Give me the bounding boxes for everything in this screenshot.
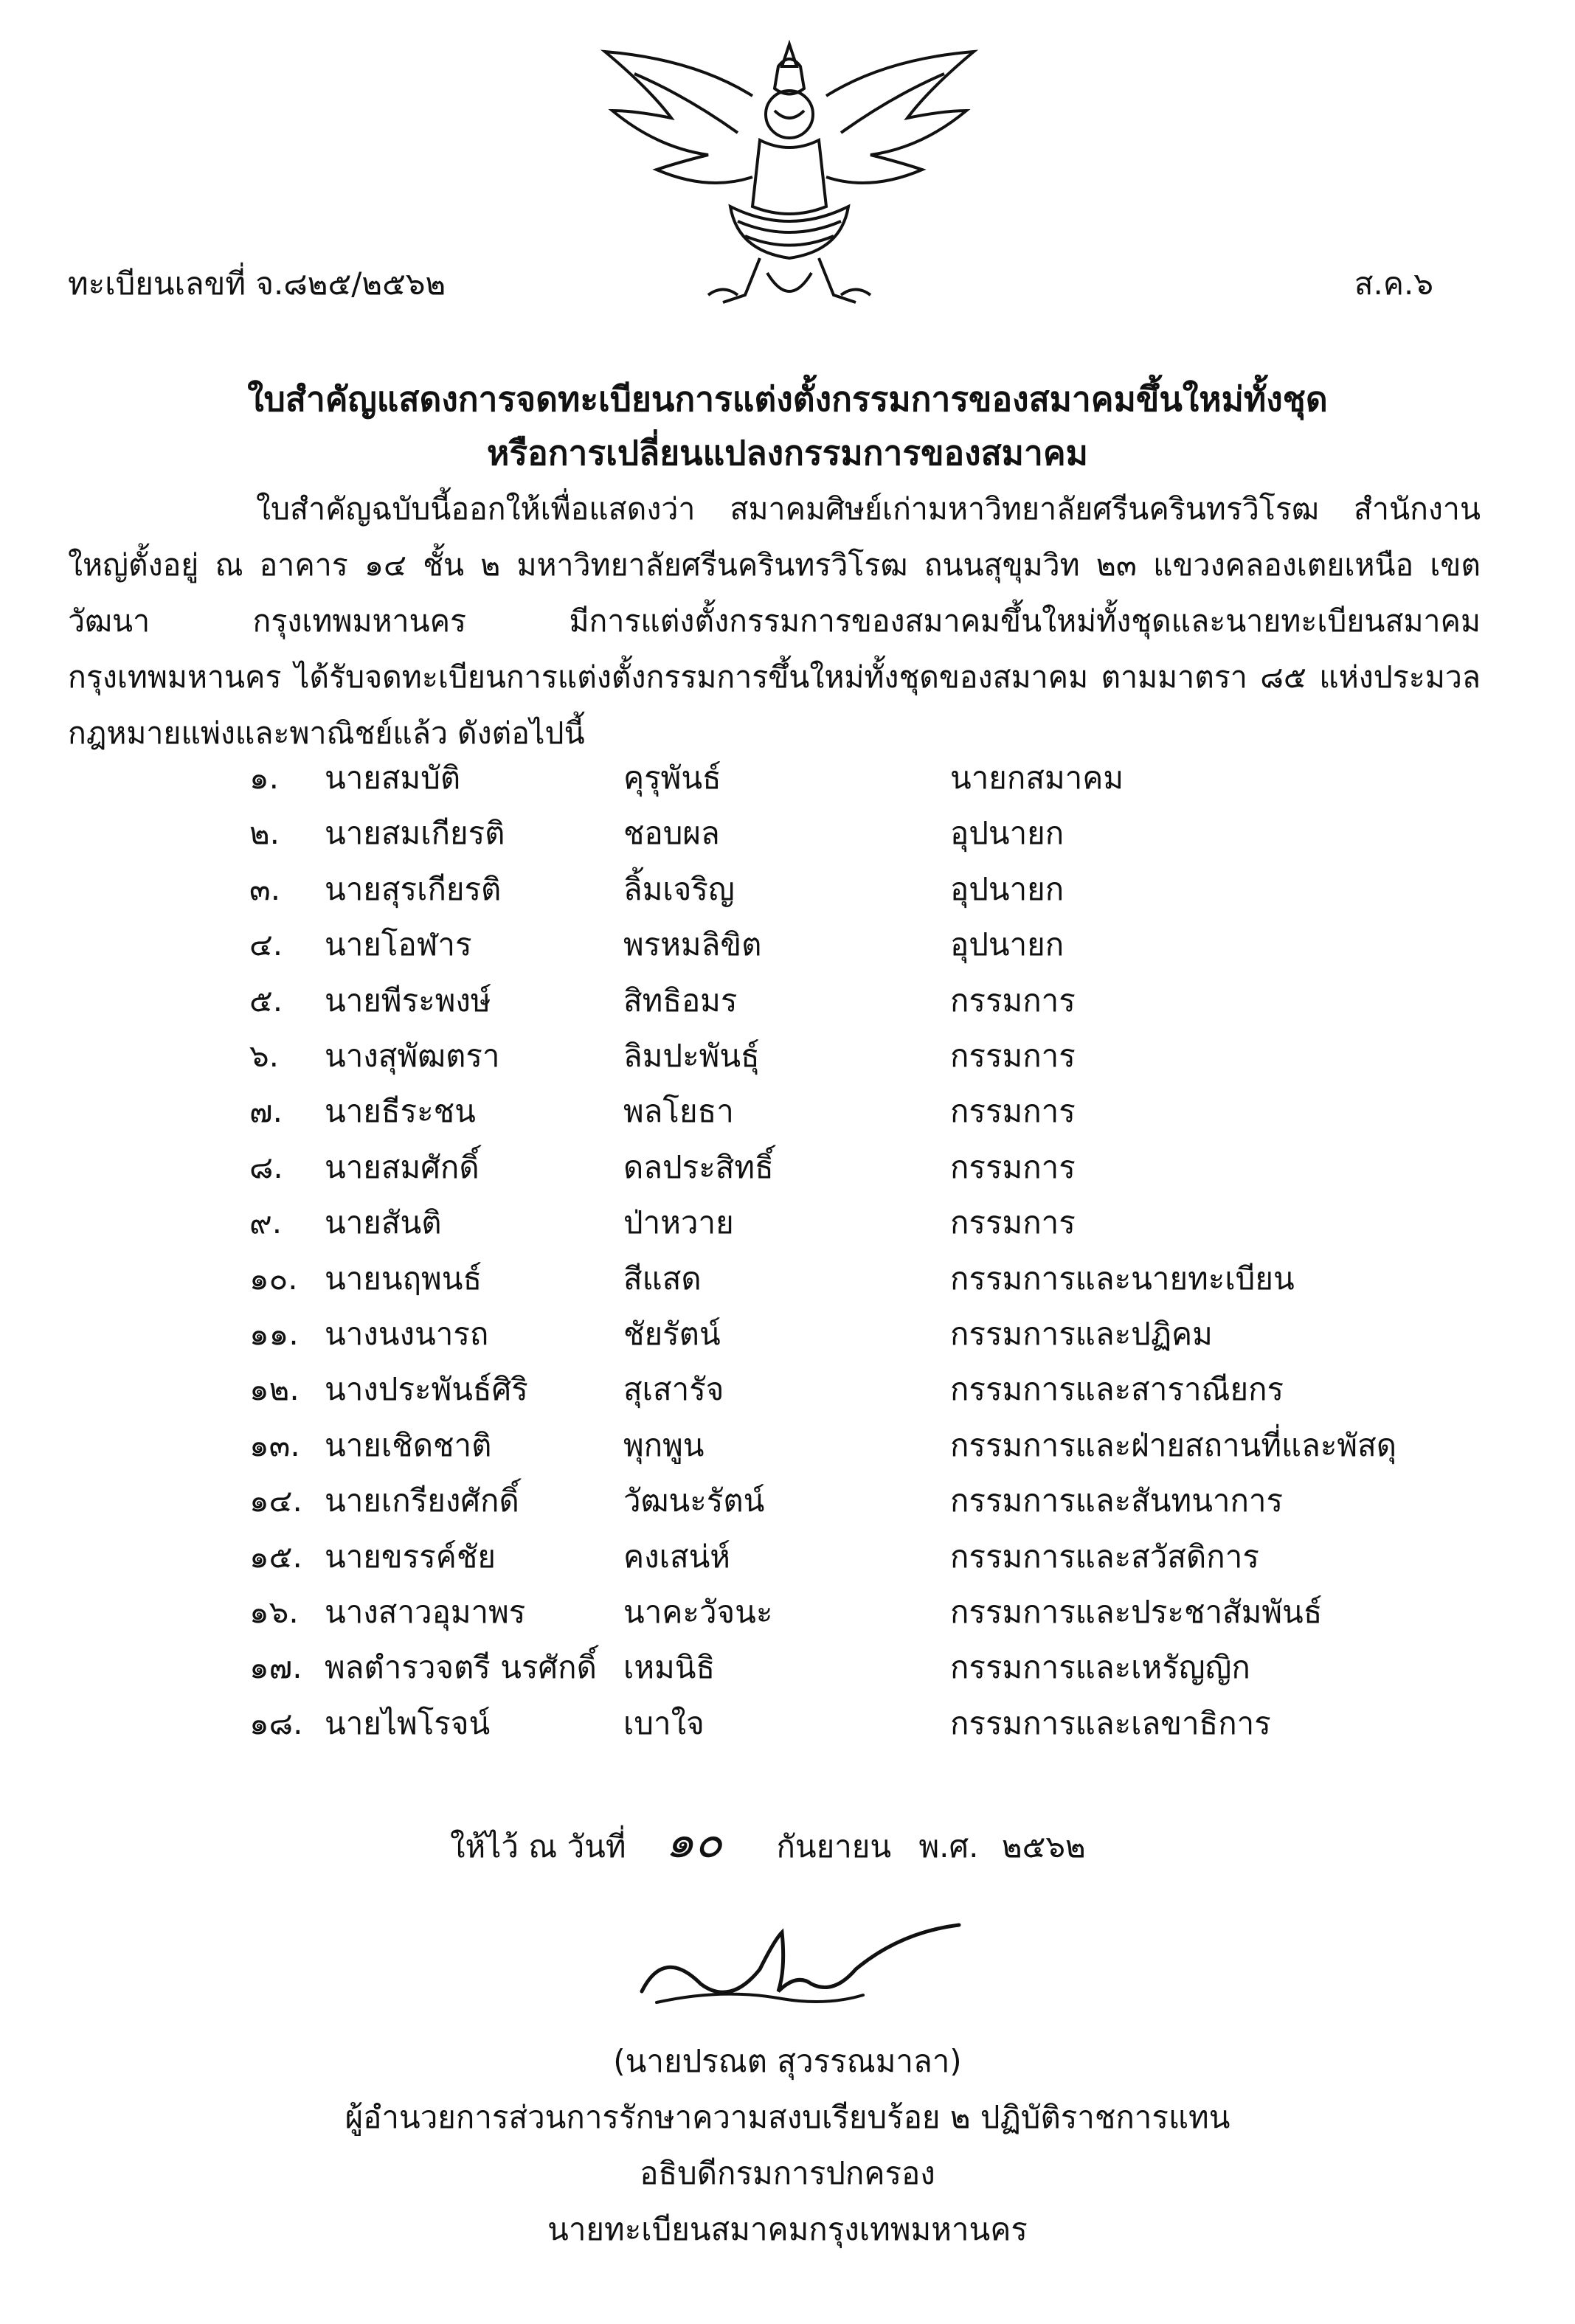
member-number: ๑. [249, 760, 280, 796]
member-name: นายพีระพงษ์ [325, 982, 491, 1019]
garuda-emblem-icon [561, 30, 1018, 325]
member-number: ๑๒. [249, 1371, 300, 1408]
signatory-name: (นายปรณต สุวรรณมาลา) [613, 2043, 962, 2079]
member-name: นายเชิดชาติ [325, 1426, 492, 1463]
member-name: นายขรรค์ชัย [325, 1538, 496, 1575]
member-name: นายสมบัติ [325, 760, 461, 796]
member-position: กรรมการและเลขาธิการ [950, 1704, 1271, 1741]
member-position: กรรมการ [950, 1093, 1076, 1130]
member-surname: เหมนิธิ [623, 1649, 716, 1686]
member-position: กรรมการและนายทะเบียน [950, 1260, 1295, 1297]
member-surname: นาคะวัจนะ [623, 1594, 773, 1630]
member-surname: ชอบผล [623, 815, 720, 852]
member-position: กรรมการ [950, 1204, 1076, 1241]
signatory-title-1: ผู้อำนวยการส่วนการรักษาความสงบเรียบร้อย ๒ ปฏิบัติราชการแทน [345, 2099, 1230, 2135]
registration-number: ทะเบียนเลขที่ จ.๘๒๕/๒๕๖๒ [68, 266, 446, 302]
member-number: ๑๘. [249, 1704, 303, 1741]
member-name: นางนงนารถ [325, 1316, 489, 1352]
body-paragraph: ใบสำคัญฉบับนี้ออกให้เพื่อแสดงว่า สมาคมศิษย์เก่ามหาวิทยาลัยศรีนครินทรวิโรฒ สำนักงานใหญ่ตั้งอยู่ ณ อาคาร ๑๔ ชั้น ๒ มหาวิทยาลัยศรีนครินทรวิโรฒ ถนนสุขุมวิท ๒๓ แขวงคลองเตยเหนือ เขตวัฒนา กรุงเทพมหานคร มีการแต่งตั้งกรรมการของสมาคมขึ้นใหม่ทั้งชุดและนายทะเบียนสมาคมกรุงเทพมหานคร ได้รับจดทะเบียนการแต่งตั้งกรรมการขึ้นใหม่ทั้งชุดของสมาคม ตามมาตรา ๘๕ แห่งประมวลกฎหมายแพ่งและพาณิชย์แล้ว ดังต่อไปนี้ [68, 491, 1481, 751]
member-position: กรรมการและเหรัญญิก [950, 1649, 1250, 1686]
member-position: กรรมการและสวัสดิการ [950, 1538, 1259, 1575]
member-position: กรรมการ [950, 982, 1076, 1019]
member-surname: ลิมปะพันธุ์ [623, 1038, 760, 1074]
member-name: นายสมศักดิ์ [325, 1148, 480, 1185]
member-position: อุปนายก [950, 870, 1065, 907]
member-number: ๑๗. [249, 1649, 302, 1686]
member-name: นางสาวอุมาพร [325, 1594, 526, 1630]
member-name: พลตำรวจตรี นรศักดิ์ [325, 1649, 597, 1686]
member-surname: วัฒนะรัตน์ [623, 1482, 765, 1519]
member-number: ๑๑. [249, 1316, 299, 1352]
member-number: ๑๔. [249, 1482, 302, 1519]
member-position: กรรมการ [950, 1148, 1076, 1185]
member-name: นายเกรียงศักดิ์ [325, 1482, 519, 1519]
issue-date [450, 1806, 1086, 1878]
member-position: นายกสมาคม [950, 760, 1124, 796]
date-prefix: ให้ไว้ ณ วันที่ [450, 1828, 626, 1865]
date-day: ๑๐ [665, 1814, 723, 1868]
document-subtitle: หรือการเปลี่ยนแปลงกรรมการของสมาคม [487, 433, 1088, 473]
signatory-title-3: นายทะเบียนสมาคมกรุงเทพมหานคร [547, 2211, 1028, 2247]
member-number: ๕. [249, 982, 283, 1019]
member-position: กรรมการและฝ่ายสถานที่และพัสดุ [950, 1426, 1396, 1463]
member-surname: สุเสารัจ [623, 1371, 724, 1408]
member-position: กรรมการและประชาสัมพันธ์ [950, 1594, 1323, 1630]
signature-icon [634, 1903, 974, 2021]
member-surname: ลิ้มเจริญ [623, 870, 735, 907]
form-code: ส.ค.๖ [1354, 266, 1433, 302]
date-month: กันยายน [776, 1828, 892, 1865]
date-year-prefix: พ.ศ. [918, 1828, 979, 1865]
member-number: ๗. [249, 1093, 283, 1130]
member-name: นายสมเกียรติ [325, 815, 505, 852]
member-position: อุปนายก [950, 815, 1065, 852]
member-number: ๖. [249, 1038, 280, 1074]
member-surname: พุกพูน [623, 1426, 705, 1463]
member-number: ๘. [249, 1148, 283, 1185]
member-surname: ดลประสิทธิ์ [623, 1148, 774, 1185]
member-name: นายธีระชน [325, 1093, 476, 1130]
member-number: ๑๖. [249, 1594, 299, 1630]
member-name: นายนฤพนธ์ [325, 1260, 482, 1297]
member-number: ๑๕. [249, 1538, 302, 1575]
signatory-title-2: อธิบดีกรมการปกครอง [640, 2155, 935, 2191]
member-surname: คงเสน่ห์ [623, 1538, 730, 1575]
date-year: ๒๕๖๒ [1001, 1828, 1086, 1865]
member-name: นายโอฬาร [325, 926, 472, 963]
member-surname: สีแสด [623, 1260, 702, 1297]
member-name: นายไพโรจน์ [325, 1704, 491, 1741]
member-surname: ป่าหวาย [623, 1204, 734, 1241]
member-name: นางสุพัฒตรา [325, 1038, 500, 1074]
member-number: ๒. [249, 815, 280, 852]
member-number: ๓. [249, 870, 281, 907]
member-position: อุปนายก [950, 926, 1065, 963]
member-number: ๔. [249, 926, 283, 963]
member-surname: พลโยธา [623, 1093, 734, 1130]
member-number: ๑๐. [249, 1260, 298, 1297]
member-surname: เบาใจ [623, 1704, 705, 1741]
member-surname: ชัยรัตน์ [623, 1316, 721, 1352]
member-name: นายสันติ [325, 1204, 442, 1241]
member-name: นายสุรเกียรติ [325, 870, 502, 907]
member-position: กรรมการ [950, 1038, 1076, 1074]
document-title: ใบสำคัญแสดงการจดทะเบียนการแต่งตั้งกรรมการของสมาคมขึ้นใหม่ทั้งชุด [247, 379, 1328, 419]
member-number: ๑๓. [249, 1426, 300, 1463]
member-surname: พรหมลิขิต [623, 926, 762, 963]
member-number: ๙. [249, 1204, 283, 1241]
member-position: กรรมการและสาราณียกร [950, 1371, 1284, 1408]
member-surname: สิทธิอมร [623, 982, 738, 1019]
member-surname: คุรุพันธ์ [623, 760, 721, 796]
member-position: กรรมการและสันทนาการ [950, 1482, 1284, 1519]
member-name: นางประพันธ์ศิริ [325, 1371, 528, 1408]
member-position: กรรมการและปฏิคม [950, 1316, 1213, 1352]
